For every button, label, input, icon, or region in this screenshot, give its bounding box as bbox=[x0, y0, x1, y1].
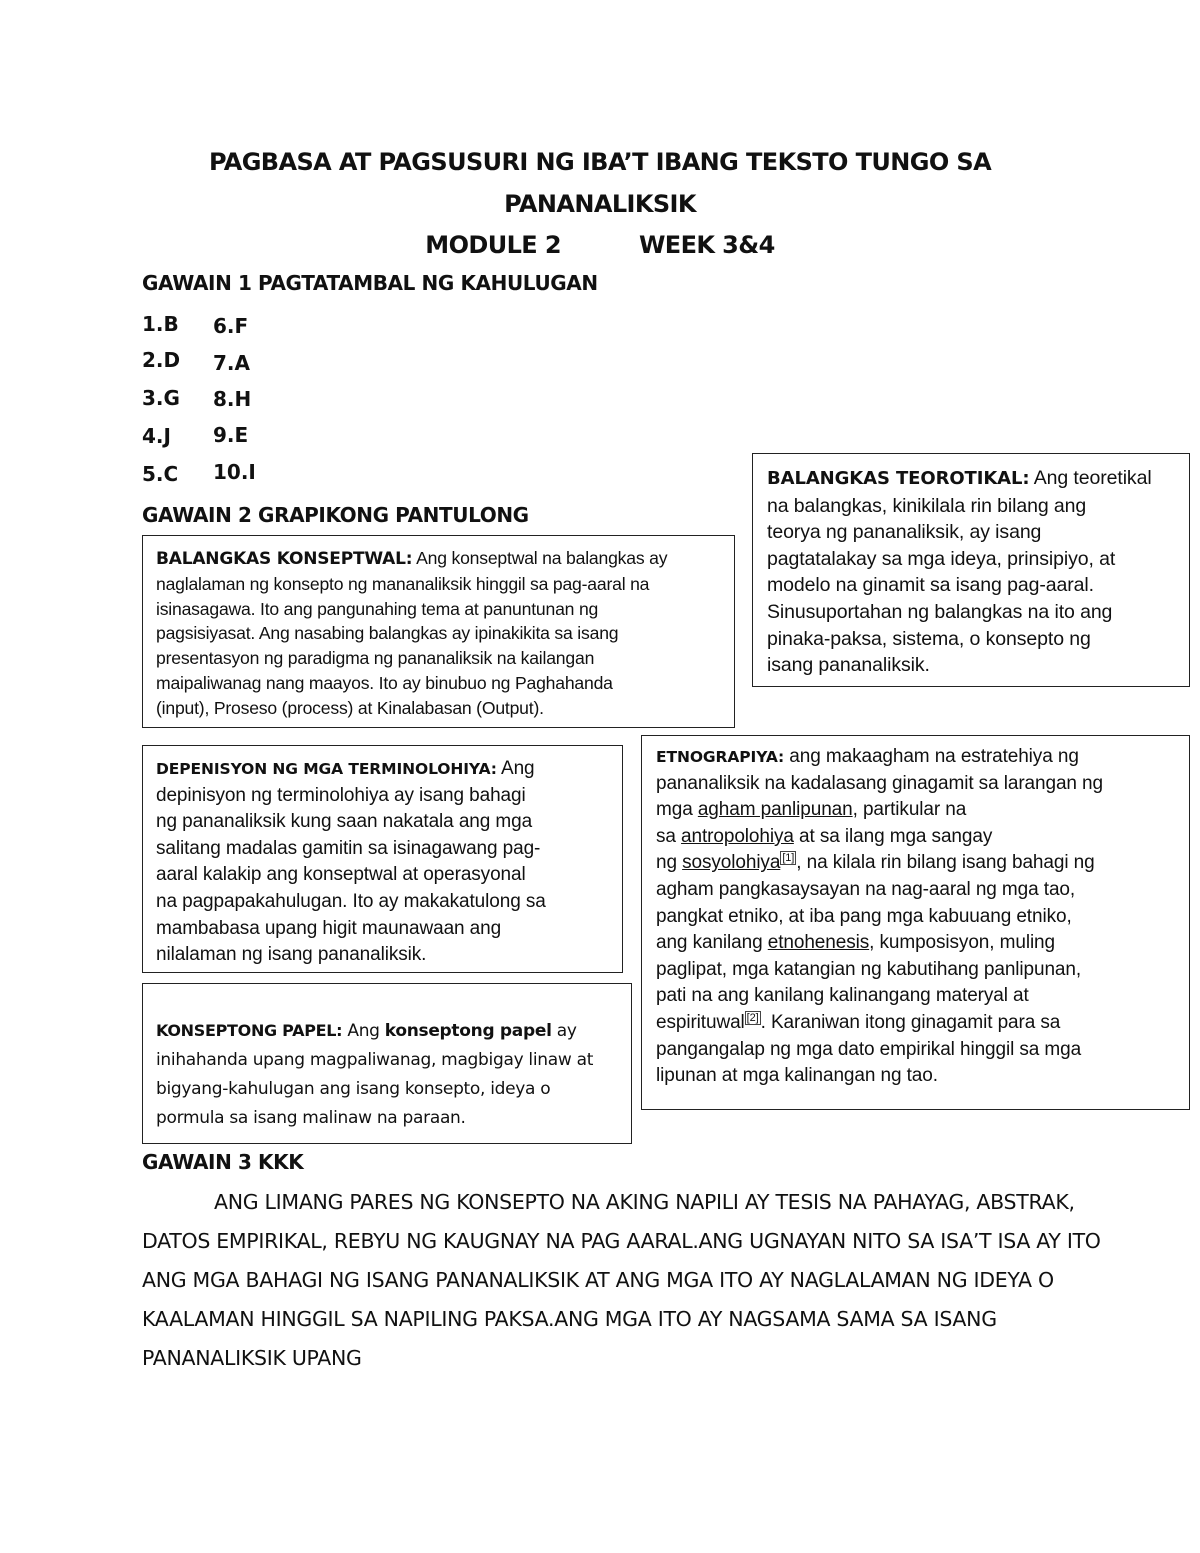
box-label: KONSEPTONG PAPEL: bbox=[156, 1021, 343, 1040]
box-text: at sa ilang mga sangay ng bbox=[656, 825, 993, 874]
bold-term: konseptong papel bbox=[384, 1021, 552, 1041]
gawain-1-heading: GAWAIN 1 PAGTATAMBAL NG KAHULUGAN bbox=[142, 271, 598, 295]
week-label: WEEK 3&4 bbox=[638, 231, 775, 259]
answer-item: 1.B bbox=[142, 312, 179, 336]
box-label: BALANGKAS TEOROTIKAL: bbox=[767, 468, 1030, 489]
document-title-line-1: PAGBASA AT PAGSUSURI NG IBA’T IBANG TEKSTO TUNGO SA bbox=[208, 148, 992, 176]
answer-item: 3.G bbox=[142, 386, 180, 410]
box-text: , kumposisyon, muling paglipat, mga katangian ng kabutihang panlipunan, pati na ang kanilang kalinangang materyal at espirituwal bbox=[656, 932, 1082, 1033]
module-week-line bbox=[0, 231, 1200, 259]
sosyolohiya-link[interactable]: sosyolohiya bbox=[682, 852, 781, 874]
box-label: BALANGKAS KONSEPTWAL: bbox=[156, 549, 413, 569]
box-label: ETNOGRAPIYA: bbox=[656, 748, 785, 766]
answer-item: 5.C bbox=[142, 462, 179, 486]
box-text: ay inihahanda upang magpaliwanag, magbigay linaw at bigyang-kahulugan ang isang konsepto, ideya o pormula sa isang malinaw na paraan. bbox=[156, 1021, 594, 1128]
box-text: , na kilala rin bilang isang bahagi ng agham pangkasaysayan na nag-aaral ng mga tao, pangkat etniko, at iba pang mga kabuuang etniko, ang kanilang bbox=[656, 852, 1095, 954]
konseptong-papel-box bbox=[142, 983, 632, 1144]
box-text: Ang depinisyon ng terminolohiya ay isang bahagi ng pananaliksik kung saan nakatala ang mga salitang madalas gamitin sa isinagawang pag- aaral kalakip ang konseptwal at operasyonal na pagpapakahulugan. Ito ay makakatulong sa mambabasa upang higit maunawaan ang nilalaman ng isang pananaliksik. bbox=[156, 758, 546, 966]
box-text: Ang konseptwal na balangkas ay naglalaman ng konsepto ng mananaliksik hinggil sa pag-aaral na isinasagawa. Ito ang pangunahing tema at panuntunan ng pagsisiyasat. Ang nasabing balangkas ay ipinakikita sa isang presentasyon ng paradigma ng pananaliksik na kailangan maipaliwanag nang maayos. Ito ay binubuo ng Paghahanda (input), Proseso (process) at Kinalabasan (Output). bbox=[156, 548, 668, 718]
balangkas-teorotikal-box bbox=[752, 453, 1190, 687]
box-text: Ang teoretikal na balangkas, kinikilala rin bilang ang teorya ng pananaliksik, ay isang pagtatalakay sa mga ideya, prinsipiyo, at modelo na ginamit sa isang pag-aaral. Sinusuportahan ng balangkas na ito ang pinaka-paksa, sistema, o konsepto ng isang pananaliksik. bbox=[767, 467, 1152, 677]
answer-item: 8.H bbox=[213, 387, 252, 411]
answer-item: 6.F bbox=[213, 314, 249, 338]
depenisyon-terminolohiya-box bbox=[142, 745, 623, 973]
reference-1-link[interactable]: [1] bbox=[782, 852, 795, 865]
gawain-3-heading: GAWAIN 3 KKK bbox=[142, 1150, 304, 1174]
box-label: DEPENISYON NG MGA TERMINOLOHIYA: bbox=[156, 760, 497, 778]
antropolohiya-link[interactable]: antropolohiya bbox=[681, 825, 794, 847]
box-text: Ang bbox=[342, 1021, 385, 1041]
answer-item: 10.I bbox=[213, 460, 256, 484]
answer-item: 2.D bbox=[142, 348, 181, 372]
etnohenesis-link[interactable]: etnohenesis bbox=[767, 932, 870, 954]
answer-item: 9.E bbox=[213, 423, 249, 447]
answer-item: 7.A bbox=[213, 351, 250, 375]
gawain-2-heading: GAWAIN 2 GRAPIKONG PANTULONG bbox=[142, 503, 529, 527]
box-text: ang makaagham na estratehiya ng pananaliksik na kadalasang ginagamit sa larangan ng mga bbox=[656, 746, 1103, 821]
box-text: , partikular na sa bbox=[656, 799, 967, 847]
box-text: . Karaniwan itong ginagamit para sa pangangalap ng mga dato empirikal hinggil sa mga lipunan at mga kalinangan ng tao. bbox=[656, 1011, 1082, 1087]
agham-panlipunan-link[interactable]: agham panlipunan bbox=[697, 799, 853, 821]
gawain-3-paragraph: ANG LIMANG PARES NG KONSEPTO NA AKING NAPILI AY TESIS NA PAHAYAG, ABSTRAK, DATOS EMPIRIKAL, REBYU NG KAUGNAY NA PAG AARAL.ANG UGNAYAN NITO SA ISA’T ISA AY ITO ANG MGA BAHAGI NG ISANG PANANALIKSIK AT ANG MGA ITO AY NAGLALAMAN NG IDEYA O KAALAMAN HINGGIL SA NAPILING PAKSA.ANG MGA ITO AY NAGSAMA SAMA SA ISANG PANANALIKSIK UPANG bbox=[142, 1190, 1101, 1370]
etnograpiya-box bbox=[641, 735, 1190, 1110]
reference-2-link[interactable]: [2] bbox=[746, 1011, 759, 1024]
document-title-line-2: PANANALIKSIK bbox=[504, 190, 696, 218]
module-label: MODULE 2 bbox=[425, 231, 561, 259]
answer-item: 4.J bbox=[142, 424, 171, 448]
balangkas-konseptwal-box bbox=[142, 535, 735, 728]
